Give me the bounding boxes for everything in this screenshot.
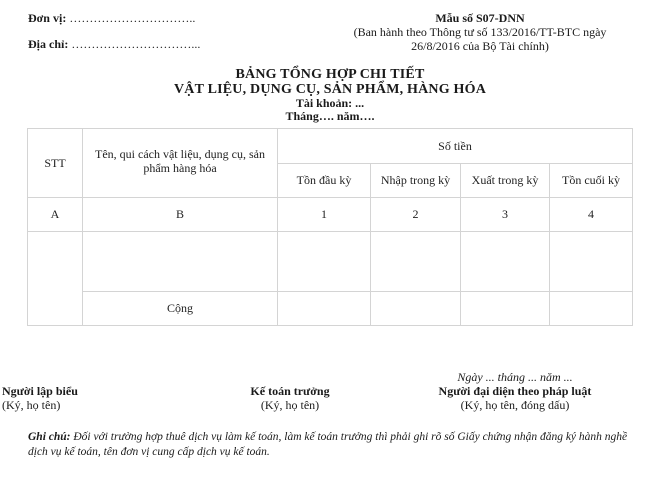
title-line-1: BẢNG TỔNG HỢP CHI TIẾT — [235, 67, 425, 82]
total-receipts-cell — [371, 292, 461, 326]
unit-line — [28, 11, 195, 26]
total-closing-cell — [550, 292, 633, 326]
note-text: Đối với trường hợp thuê dịch vụ làm kế toán, làm kế toán trưởng thì phải ghi rõ số Giấy chứng nhận đăng ký hành nghề dịch vụ kế toán, tên đơn vị cung cấp dịch vụ kế toán. — [28, 431, 628, 458]
issued-line-2: 26/8/2016 của Bộ Tài chính) — [411, 39, 549, 53]
total-row — [28, 292, 633, 326]
note — [28, 430, 638, 460]
chief-sub: (Ký, họ tên) — [260, 398, 320, 412]
data-row — [28, 232, 633, 292]
header-opening: Tồn đầu kỳ — [278, 164, 371, 198]
header-closing: Tồn cuối kỳ — [550, 164, 633, 198]
data-issues-cell — [461, 232, 550, 292]
form-number: Mẫu số S07-DNN — [435, 11, 525, 25]
preparer-block — [2, 384, 78, 412]
address-label: Địa chỉ: — [28, 37, 69, 51]
data-closing-cell — [550, 232, 633, 292]
unit-value: ………………………….. — [69, 11, 196, 25]
header-stt: STT — [28, 129, 83, 198]
data-name-cell — [83, 232, 278, 292]
code-2: 2 — [371, 198, 461, 232]
title-line-2: VẬT LIỆU, DỤNG CỤ, SẢN PHẨM, HÀNG HÓA — [173, 82, 487, 97]
summary-table — [27, 128, 633, 326]
code-4: 4 — [550, 198, 633, 232]
data-opening-cell — [278, 232, 371, 292]
total-label: Cộng — [83, 292, 278, 326]
chief-title: Kế toán trưởng — [250, 384, 330, 398]
issued-line-1: (Ban hành theo Thông tư số 133/2016/TT-BTC ngày — [353, 25, 607, 39]
address-line — [28, 37, 200, 52]
code-a: A — [28, 198, 83, 232]
unit-label: Đơn vị: — [28, 11, 67, 25]
form-info — [335, 11, 625, 53]
account-line: Tài khoản: ... — [295, 96, 365, 110]
header-receipts: Nhập trong kỳ — [371, 164, 461, 198]
code-b: B — [83, 198, 278, 232]
total-issues-cell — [461, 292, 550, 326]
chief-accountant-block — [220, 384, 360, 412]
header-amount-group: Số tiền — [278, 129, 633, 164]
data-receipts-cell — [371, 232, 461, 292]
document-title — [120, 67, 540, 123]
header-issues: Xuất trong kỳ — [461, 164, 550, 198]
code-3: 3 — [461, 198, 550, 232]
header-item-name: Tên, qui cách vật liệu, dụng cụ, sản phẩm hàng hóa — [83, 129, 278, 198]
legal-title: Người đại diện theo pháp luật — [438, 384, 592, 398]
address-value: …………………………... — [71, 37, 201, 51]
legal-sub: (Ký, họ tên, đóng dấu) — [460, 398, 570, 412]
date-line: Ngày ... tháng ... năm ... — [457, 370, 573, 384]
preparer-title: Người lập biểu — [2, 384, 78, 398]
code-1: 1 — [278, 198, 371, 232]
data-stt-cell — [28, 232, 83, 326]
legal-rep-block — [400, 384, 630, 412]
code-row — [28, 198, 633, 232]
preparer-sub: (Ký, họ tên) — [2, 398, 61, 412]
note-label: Ghi chú: — [28, 431, 71, 443]
period-line: Tháng…. năm…. — [285, 109, 375, 123]
total-opening-cell — [278, 292, 371, 326]
